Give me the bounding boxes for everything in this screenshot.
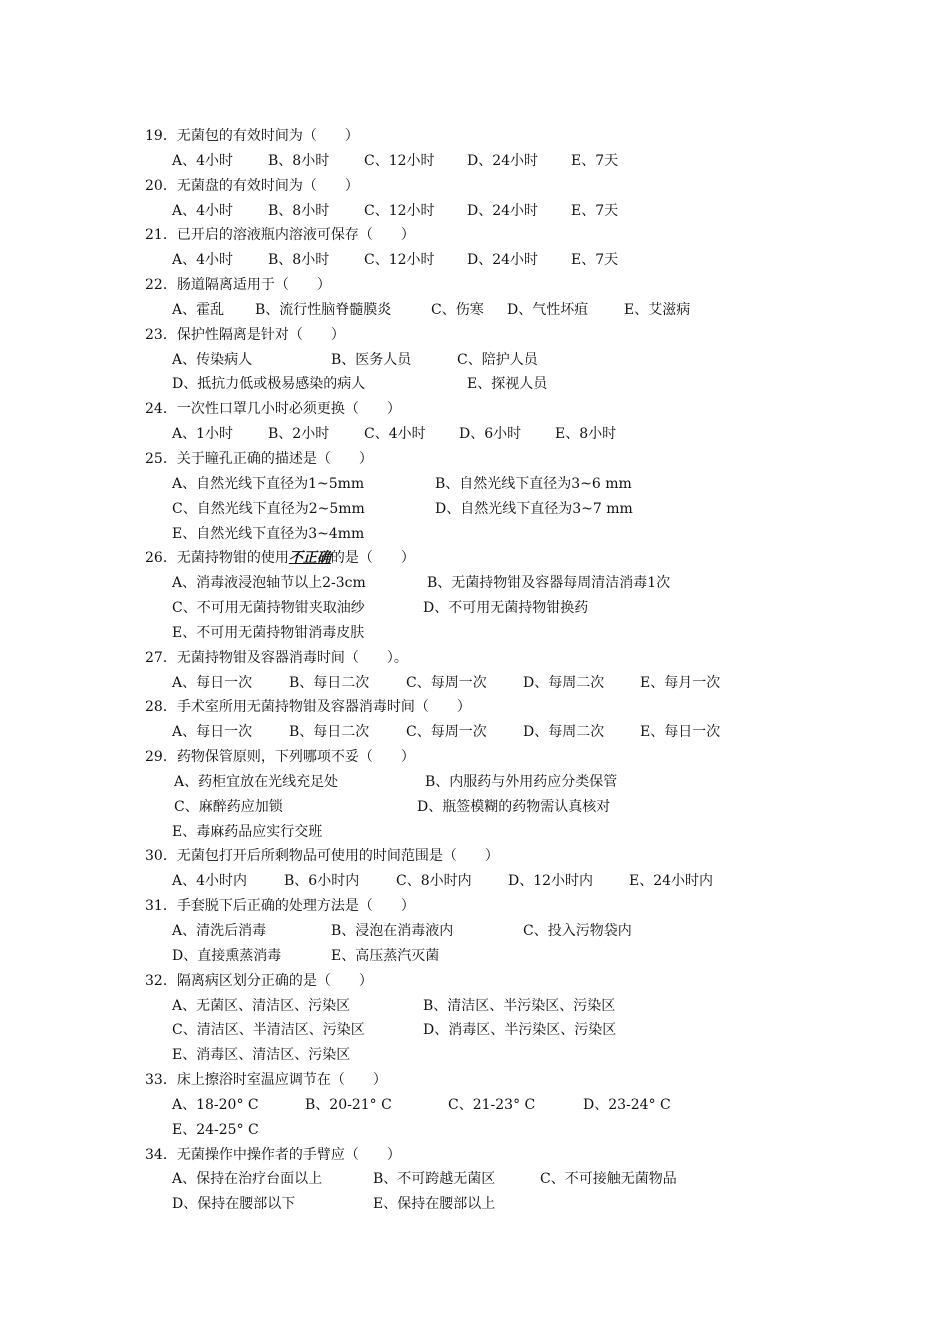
option: A、1小时	[172, 426, 234, 443]
options-row	[145, 869, 885, 894]
options-row	[145, 372, 885, 397]
option: C、4小时	[364, 426, 426, 443]
option: E、每月一次	[640, 674, 721, 691]
question-23: 23．保护性隔离是针对（ ）	[145, 326, 345, 343]
option: A、4小时内	[172, 873, 248, 890]
emphasis-not-correct: 不正确	[288, 550, 331, 567]
options-row	[145, 820, 885, 845]
option: B、2小时	[268, 426, 330, 443]
options-row	[145, 596, 885, 621]
question-33: 33．床上擦浴时室温应调节在（ ）	[145, 1072, 387, 1089]
option: B、每日二次	[289, 674, 370, 691]
option: D、气性坏疽	[507, 301, 589, 318]
option: D、6小时	[459, 426, 522, 443]
option: C、12小时	[364, 252, 435, 269]
option: E、每日一次	[640, 724, 721, 741]
options-row	[145, 1093, 885, 1118]
option: D、24小时	[467, 152, 539, 169]
options-row	[145, 944, 885, 969]
option: E、自然光线下直径为3~4mm	[172, 525, 365, 542]
options-row	[145, 348, 885, 373]
options-row	[145, 571, 885, 596]
option: E、7天	[571, 252, 619, 269]
question-list	[145, 124, 885, 1217]
option: A、每日一次	[172, 674, 253, 691]
options-row	[145, 422, 885, 447]
option: C、不可用无菌持物钳夹取油纱	[172, 600, 365, 617]
option: B、浸泡在消毒液内	[331, 923, 454, 939]
options-row	[145, 795, 885, 820]
option: E、24-25° C	[172, 1121, 259, 1138]
option: A、霍乱	[172, 301, 225, 318]
option: B、20-21° C	[305, 1096, 392, 1113]
options-row	[145, 621, 885, 646]
options-row	[145, 1018, 885, 1043]
options-row	[145, 770, 885, 795]
option: B、8小时	[268, 152, 330, 169]
option: D、不可用无菌持物钳换药	[423, 600, 589, 617]
option: C、自然光线下直径为2~5mm	[172, 500, 365, 517]
option: D、23-24° C	[583, 1096, 671, 1113]
option: D、自然光线下直径为3~7 mm	[435, 500, 633, 517]
option: B、不可跨越无菌区	[373, 1171, 496, 1188]
question-24: 24．一次性口罩几小时必须更换（ ）	[145, 401, 401, 418]
option: D、12小时内	[508, 873, 594, 890]
option: E、7天	[571, 152, 619, 169]
option: B、清洁区、半污染区、污染区	[423, 997, 616, 1014]
option: D、抵抗力低或极易感染的病人	[172, 376, 366, 393]
question-25: 25．关于瞳孔正确的描述是（ ）	[145, 450, 373, 467]
option: C、12小时	[364, 152, 435, 169]
option: D、每周二次	[523, 674, 605, 691]
option: A、4小时	[172, 252, 234, 269]
options-row	[145, 199, 885, 224]
option: D、保持在腰部以下	[172, 1196, 296, 1213]
option: A、药柜宜放在光线充足处	[174, 773, 339, 790]
option: B、6小时内	[284, 873, 360, 890]
option: E、毒麻药品应实行交班	[172, 823, 323, 840]
option: A、消毒液浸泡轴节以上2-3cm	[172, 575, 366, 592]
option: B、医务人员	[331, 351, 412, 368]
option: E、8小时	[555, 426, 617, 443]
option: B、无菌持物钳及容器每周清洁消毒1次	[427, 575, 671, 592]
option: C、不可接触无菌物品	[540, 1171, 677, 1188]
option: D、消毒区、半污染区、污染区	[423, 1022, 617, 1039]
question-29: 29．药物保管原则，下列哪项不妥（ ）	[145, 749, 415, 766]
option: C、投入污物袋内	[523, 923, 632, 939]
option: E、探视人员	[467, 376, 548, 393]
options-row	[145, 671, 885, 696]
option: B、每日二次	[289, 724, 370, 741]
options-row	[145, 522, 885, 547]
option: C、麻醉药应加锁	[174, 798, 283, 815]
question-31: 31．手套脱下后正确的处理方法是（ ）	[145, 898, 415, 915]
option: A、每日一次	[172, 724, 253, 741]
question-34: 34．无菌操作中操作者的手臂应（ ）	[145, 1146, 401, 1163]
option: E、艾滋病	[624, 301, 691, 318]
options-row	[145, 497, 885, 522]
options-row	[145, 472, 885, 497]
option: A、传染病人	[172, 351, 253, 368]
option: B、流行性脑脊髓膜炎	[255, 301, 392, 318]
option: D、瓶签模糊的药物需认真核对	[417, 798, 611, 815]
question-26	[145, 546, 885, 571]
option: D、每周二次	[523, 724, 605, 741]
option: B、8小时	[268, 252, 330, 269]
options-row	[145, 720, 885, 745]
options-row	[145, 1118, 885, 1143]
question-32: 32．隔离病区划分正确的是（ ）	[145, 972, 373, 989]
question-22: 22．肠道隔离适用于（ ）	[145, 277, 331, 294]
option: A、4小时	[172, 202, 234, 219]
options-row	[145, 248, 885, 273]
options-row	[145, 1043, 885, 1068]
question-30: 30．无菌包打开后所剩物品可使用的时间范围是（ ）	[145, 848, 499, 865]
option: C、8小时内	[396, 873, 472, 890]
question-28: 28．手术室所用无菌持物钳及容器消毒时间（ ）	[145, 699, 471, 716]
option: E、7天	[571, 202, 619, 219]
options-row	[145, 1167, 885, 1192]
option: E、24小时内	[629, 873, 714, 890]
option: C、陪护人员	[457, 351, 538, 368]
option: C、伤寒	[431, 301, 484, 318]
option: E、消毒区、清洁区、污染区	[172, 1047, 351, 1064]
question-26-suffix: 的是（ ）	[330, 550, 415, 567]
option: C、每周一次	[406, 674, 487, 691]
option: A、清洗后消毒	[172, 923, 267, 939]
option: A、4小时	[172, 152, 234, 169]
option: D、24小时	[467, 202, 539, 219]
option: C、清洁区、半清洁区、污染区	[172, 1022, 365, 1039]
option: C、21-23° C	[448, 1096, 536, 1113]
options-row	[145, 149, 885, 174]
options-row	[145, 919, 885, 944]
option: A、保持在治疗台面以上	[172, 1171, 323, 1188]
option: B、自然光线下直径为3~6 mm	[435, 475, 632, 492]
question-27: 27．无菌持物钳及容器消毒时间（ ）。	[145, 649, 408, 666]
option: A、18-20° C	[172, 1096, 259, 1113]
option: B、8小时	[268, 202, 330, 219]
options-row	[145, 994, 885, 1019]
option: B、内服药与外用药应分类保管	[425, 773, 618, 790]
question-21: 21．已开启的溶液瓶内溶液可保存（ ）	[145, 227, 415, 244]
option: E、高压蒸汽灭菌	[331, 947, 440, 964]
options-row	[145, 298, 885, 323]
option: D、直接熏蒸消毒	[172, 947, 282, 964]
option: E、不可用无菌持物钳消毒皮肤	[172, 624, 365, 641]
question-20: 20．无菌盘的有效时间为（ ）	[145, 177, 359, 194]
question-26-prefix: 26．无菌持物钳的使用	[145, 550, 289, 567]
option: C、每周一次	[406, 724, 487, 741]
option: E、保持在腰部以上	[373, 1196, 496, 1213]
options-row	[145, 1192, 885, 1217]
option: A、自然光线下直径为1~5mm	[172, 475, 365, 492]
question-19: 19．无菌包的有效时间为（ ）	[145, 128, 359, 144]
option: D、24小时	[467, 252, 539, 269]
option: C、12小时	[364, 202, 435, 219]
option: A、无菌区、清洁区、污染区	[172, 997, 351, 1014]
